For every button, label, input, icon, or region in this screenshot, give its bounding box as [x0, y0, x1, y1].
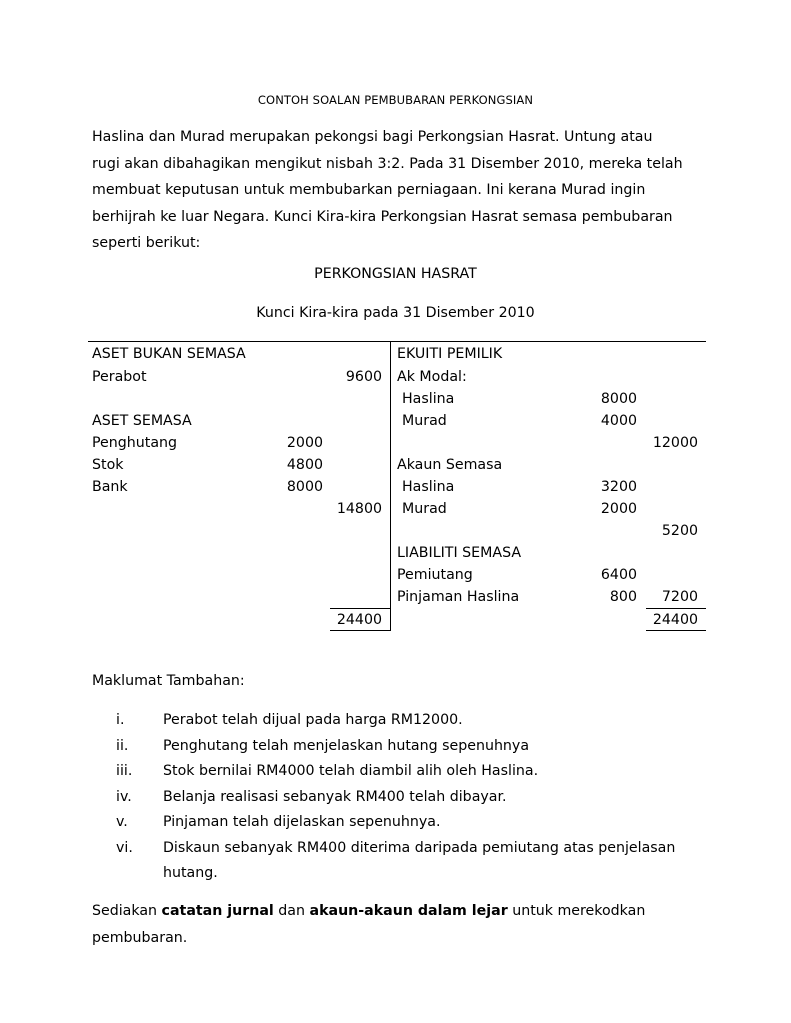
- ca-haslina-value: 3200: [600, 479, 637, 495]
- note-text: Penghutang telah menjelaskan hutang sepenuhnya: [163, 737, 530, 754]
- intro-line: rugi akan dibahagikan mengikut nisbah 3:2. Pada 31 Disember 2010, mereka telah: [92, 155, 683, 172]
- pemiutang-value: 6400: [600, 567, 637, 583]
- left-total-rule: [330, 608, 390, 609]
- note-number: v.: [116, 814, 128, 830]
- closing-part3: untuk merekodkan: [507, 903, 646, 919]
- closing-part1: Sediakan: [92, 903, 162, 919]
- notes-list: [92, 708, 712, 887]
- right-total-underline: [646, 630, 706, 631]
- note-text: Stok bernilai RM4000 telah diambil alih oleh Haslina.: [163, 763, 539, 779]
- closing-bold2: akaun-akaun dalam lejar: [309, 903, 508, 919]
- current-account-total: 5200: [661, 523, 698, 539]
- intro-paragraph: [92, 124, 712, 257]
- table-center-rule: [390, 341, 391, 631]
- bank-label: Bank: [92, 479, 128, 495]
- closing-instruction: [92, 898, 712, 952]
- note-text: Belanja realisasi sebanyak RM400 telah dibayar.: [163, 788, 507, 805]
- pinjaman-value: 800: [609, 589, 637, 605]
- note-text: Pinjaman telah dijelaskan sepenuhnya.: [163, 814, 441, 830]
- capital-haslina-value: 8000: [600, 391, 637, 407]
- closing-line2: pembubaran.: [92, 930, 188, 946]
- note-number: vi.: [116, 839, 133, 856]
- current-assets-heading: ASET SEMASA: [92, 413, 192, 429]
- note-number: i.: [116, 712, 125, 728]
- closing-bold1: catatan jurnal: [161, 903, 274, 919]
- note-text: Perabot telah dijual pada harga RM12000.: [163, 712, 463, 728]
- additional-info-heading: Maklumat Tambahan:: [92, 673, 245, 689]
- capital-murad-value: 4000: [600, 413, 637, 429]
- left-grand-total: 24400: [336, 612, 382, 628]
- pinjaman-label: Pinjaman Haslina: [397, 589, 520, 605]
- perabot-value: 9600: [345, 369, 382, 385]
- equity-heading: EKUITI PEMILIK: [397, 346, 503, 362]
- penghutang-label: Penghutang: [92, 435, 178, 451]
- ca-haslina-label: Haslina: [402, 479, 455, 495]
- capital-murad-label: Murad: [402, 413, 447, 429]
- note-number: iv.: [116, 788, 132, 805]
- liabilities-total: 7200: [661, 589, 698, 605]
- list-item: [92, 734, 712, 760]
- stok-label: Stok: [92, 457, 124, 473]
- current-assets-total: 14800: [336, 501, 382, 517]
- list-item: [92, 759, 712, 785]
- note-text-continued: hutang.: [163, 865, 218, 881]
- note-number: ii.: [116, 737, 129, 754]
- ca-murad-label: Murad: [402, 501, 447, 517]
- left-total-underline: [330, 630, 390, 631]
- list-item: [92, 708, 712, 734]
- balance-sheet-subtitle: Kunci Kira-kira pada 31 Disember 2010: [256, 305, 535, 321]
- table-top-rule: [88, 341, 706, 342]
- intro-line: seperti berikut:: [92, 235, 201, 251]
- pemiutang-label: Pemiutang: [397, 567, 473, 583]
- capital-label: Ak Modal:: [397, 369, 467, 385]
- closing-part2: dan: [273, 903, 310, 919]
- list-item: [92, 785, 712, 811]
- balance-sheet-table: [88, 341, 706, 631]
- stok-value: 4800: [286, 457, 323, 473]
- right-grand-total: 24400: [652, 612, 698, 628]
- current-account-label: Akaun Semasa: [397, 457, 503, 473]
- penghutang-value: 2000: [286, 435, 323, 451]
- capital-total: 12000: [652, 435, 698, 451]
- note-number: iii.: [116, 763, 133, 779]
- right-total-rule: [646, 608, 706, 609]
- page-heading: CONTOH SOALAN PEMBUBARAN PERKONGSIAN: [257, 93, 534, 107]
- non-current-assets-heading: ASET BUKAN SEMASA: [92, 346, 246, 362]
- intro-line: membuat keputusan untuk membubarkan perniagaan. Ini kerana Murad ingin: [92, 182, 646, 198]
- list-item: [92, 836, 712, 887]
- ca-murad-value: 2000: [600, 501, 637, 517]
- capital-haslina-label: Haslina: [402, 391, 455, 407]
- intro-line: berhijrah ke luar Negara. Kunci Kira-kira Perkongsian Hasrat semasa pembubaran: [92, 208, 673, 225]
- bank-value: 8000: [286, 479, 323, 495]
- balance-sheet-title: PERKONGSIAN HASRAT: [314, 266, 477, 282]
- perabot-label: Perabot: [92, 369, 147, 385]
- list-item: [92, 810, 712, 836]
- intro-line: Haslina dan Murad merupakan pekongsi bagi Perkongsian Hasrat. Untung atau: [92, 129, 653, 145]
- note-text: Diskaun sebanyak RM400 diterima daripada pemiutang atas penjelasan: [163, 839, 676, 856]
- liabilities-heading: LIABILITI SEMASA: [397, 545, 522, 561]
